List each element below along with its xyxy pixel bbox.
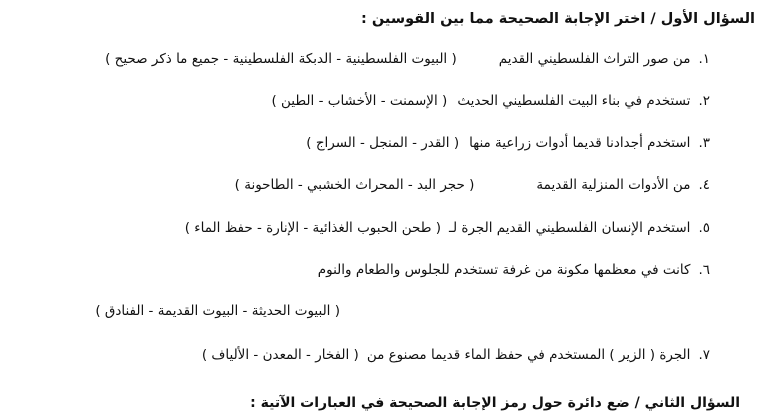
question-choices: ( طحن الحبوب الغذائية - الإنارة - حفظ الماء ) [184, 220, 442, 236]
question-choices: ( الفخار - المعدن - الألياف ) [201, 347, 359, 363]
question-1 [0, 48, 710, 70]
question-5 [0, 217, 710, 239]
question-6 [0, 259, 710, 281]
question-text: تستخدم في بناء البيت الفلسطيني الحديث [457, 93, 691, 109]
question-number: ٢. [698, 93, 710, 109]
question-text: كانت في معظمها مكونة من غرفة تستخدم للجلوس والطعام والنوم [317, 262, 691, 278]
question-text: من الأدوات المنزلية القديمة [536, 177, 691, 193]
question-6-choices [0, 300, 340, 322]
question-one-title: السؤال الأول / اختر الإجابة الصحيحة مما بين القوسين : [361, 11, 755, 27]
question-text: استخدم أجدادنا قديما أدوات زراعية منها [469, 135, 691, 151]
question-choices: ( البيوت الفلسطينية - الدبكة الفلسطينية - جميع ما ذكر صحيح ) [105, 51, 457, 67]
question-choices: ( الإسمنت - الأخشاب - الطين ) [271, 93, 448, 109]
question-text: الجرة ( الزير ) المستخدم في حفظ الماء قديما مصنوع من [366, 347, 691, 363]
question-choices: ( حجر البد - المحراث الخشبي - الطاحونة ) [234, 177, 475, 193]
question-7 [0, 344, 710, 366]
question-number: ٦. [698, 262, 710, 278]
question-text: استخدم الإنسان الفلسطيني القديم الجرة لـ [449, 220, 691, 236]
question-4 [0, 174, 710, 196]
question-3 [0, 132, 710, 154]
question-choices: ( البيوت الحديثة - البيوت القديمة - الفنادق ) [95, 303, 340, 319]
question-number: ٥. [698, 220, 710, 236]
question-number: ١. [698, 51, 710, 67]
question-text: من صور التراث الفلسطيني القديم [498, 51, 691, 67]
question-number: ٧. [698, 347, 710, 363]
question-number: ٤. [698, 177, 710, 193]
question-two-title: السؤال الثاني / ضع دائرة حول رمز الإجابة الصحيحة في العبارات الآتية : [250, 395, 740, 411]
question-choices: ( القدر - المنجل - السراج ) [306, 135, 460, 151]
question-2 [0, 90, 710, 112]
question-number: ٣. [698, 135, 710, 151]
